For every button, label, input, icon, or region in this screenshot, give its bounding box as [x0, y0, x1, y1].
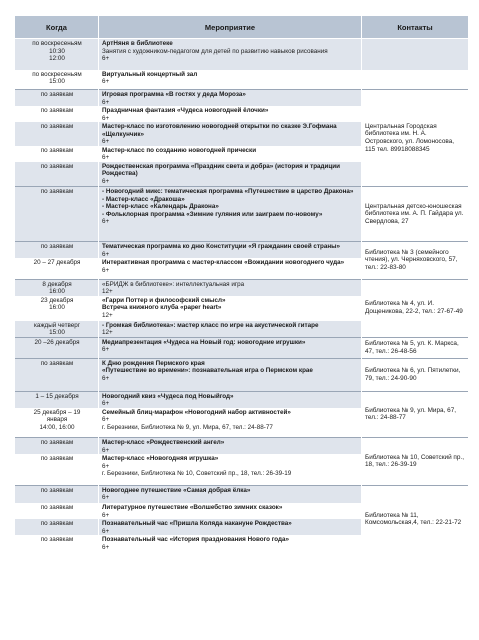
when-line: по заявкам: [40, 520, 74, 527]
event-detail: 12+: [102, 288, 113, 295]
event-title: Встреча книжного клуба «paper heart»: [102, 304, 222, 311]
schedule-body: [15, 39, 469, 554]
header-contacts: Контакты: [362, 16, 469, 39]
event-detail: 6+: [102, 98, 110, 106]
when-cell: [15, 70, 99, 90]
contact-cell: Библиотека № 5, ул. К. Маркса, 47, тел.: 26-48-56: [362, 337, 469, 358]
event-cell: [99, 408, 362, 438]
when-line: по заявкам: [40, 359, 74, 367]
event-title: Новогоднее путешествие «Самая добрая ёлка»: [102, 486, 251, 494]
event-detail: 6+: [102, 494, 110, 501]
contact-cell: Библиотека № 6, ул. Пятилетки, 79, тел.: 24-90-90: [362, 358, 469, 391]
event-title: Виртуальный концертный зал: [102, 70, 198, 78]
when-cell: [15, 242, 99, 259]
event-detail: 12+: [102, 311, 113, 319]
event-detail: 6+: [102, 346, 110, 353]
event-detail: г. Березники, Библиотека № 10, Советский пр., 18, тел.: 26-39-19: [102, 470, 292, 477]
table-row: [15, 70, 469, 90]
when-line: по заявкам: [40, 91, 74, 98]
when-cell: [15, 146, 99, 162]
event-cell: [99, 296, 362, 321]
event-detail: 6+: [102, 177, 110, 185]
event-cell: [99, 535, 362, 553]
when-cell: [15, 519, 99, 535]
event-detail: 12+: [102, 329, 113, 336]
event-title: Медиапрезентация «Чудеса на Новый год: новогодние игрушки»: [102, 338, 306, 346]
event-detail: «БРИДЖ в библиотеке»: интеллектуальная игра: [102, 280, 245, 288]
contact-cell: Центральная детско-юношеская библиотека им. А. П. Гайдара ул. Свердлова, 27: [362, 187, 469, 242]
event-cell: [99, 258, 362, 279]
when-cell: [15, 438, 99, 455]
event-title: Литературное путешествие «Волшебство зимних сказок»: [102, 504, 283, 511]
event-cell: [99, 242, 362, 259]
when-cell: [15, 122, 99, 146]
event-cell: [99, 503, 362, 519]
event-cell: [99, 146, 362, 162]
when-line: по заявкам: [40, 536, 74, 543]
when-line: 8 декабря: [42, 280, 72, 288]
event-detail: 6+: [102, 446, 110, 454]
contact-cell: Библиотека № 11, Комсомольская,4, тел.: 22-21-72: [362, 485, 469, 553]
when-cell: [15, 162, 99, 187]
when-line: по воскресеньям: [32, 70, 82, 78]
event-cell: [99, 187, 362, 242]
event-cell: [99, 279, 362, 296]
when-line: 23 декабря: [40, 296, 74, 304]
header-event: Мероприятие: [99, 16, 362, 39]
table-row: [15, 242, 469, 259]
event-title: Мастер-класс «Рождественский ангел»: [102, 439, 225, 446]
event-cell: [99, 485, 362, 503]
when-line: 15:00: [49, 78, 65, 85]
event-detail: 6+: [102, 55, 110, 62]
when-cell: [15, 454, 99, 485]
event-title: Праздничная фантазия «Чудеса новогодней ёлочки»: [102, 107, 269, 114]
when-line: 25 декабря – 19: [33, 408, 81, 416]
when-line: по заявкам: [40, 439, 74, 446]
when-cell: [15, 391, 99, 408]
event-detail: 6+: [102, 527, 110, 535]
event-title: - Мастер-класс «Дракоша»: [102, 195, 185, 203]
header-when: Когда: [15, 16, 99, 39]
contact-cell-empty: [362, 70, 469, 90]
when-line: по заявкам: [40, 146, 74, 154]
event-title: Мастер-класс «Новогодняя игрушка»: [102, 455, 219, 462]
when-line: 14:00, 16:00: [39, 423, 75, 431]
contact-cell: Библиотека № 4, ул. И. Дощеникова, 22-2, тел.: 27-67-49: [362, 279, 469, 337]
when-cell: [15, 296, 99, 321]
when-line: 20 – 27 декабря: [33, 259, 81, 266]
event-cell: [99, 321, 362, 338]
event-title: Мастер-класс по изготовлению новогодней открытки по сказке Э.Гофмана «Щелкунчик»: [102, 123, 337, 138]
table-row: [15, 279, 469, 296]
event-detail: 6+: [102, 374, 110, 382]
when-line: 16:00: [49, 304, 65, 311]
event-cell: [99, 391, 362, 408]
when-cell: [15, 535, 99, 553]
when-cell: [15, 106, 99, 122]
when-line: по заявкам: [40, 486, 74, 494]
event-detail: 6+: [102, 114, 110, 122]
event-cell: [99, 39, 362, 70]
event-title: Познавательный час «Пришла Коляда накануне Рождества»: [102, 520, 292, 527]
table-row: [15, 358, 469, 391]
event-title: Познавательный час «История празднования Нового года»: [102, 536, 290, 543]
event-title: «Путешествие во времени»: познавательная игра о Пермском крае: [102, 367, 313, 374]
event-title: - Фольклорная программа «Зимние гуляния или заиграем по-новому»: [102, 210, 323, 218]
contact-cell: Библиотека № 10, Советский пр., 18, тел.: 26-39-19: [362, 438, 469, 486]
event-schedule-sheet: [14, 15, 468, 629]
table-row: [15, 39, 469, 70]
when-line: 1 – 15 декабря: [35, 392, 79, 400]
table-row: [15, 438, 469, 455]
when-cell: [15, 187, 99, 242]
event-detail: 6+: [102, 511, 110, 519]
when-line: по заявкам: [40, 188, 74, 195]
when-cell: [15, 337, 99, 358]
event-detail: 6+: [102, 266, 110, 274]
event-title: - Новогодний микс: тематическая программа «Путешествие в царство Дракона»: [102, 188, 354, 195]
when-line: по заявкам: [40, 123, 74, 130]
event-title: Новогодний квиз «Чудеса под Новыйгод»: [102, 392, 234, 400]
when-line: по заявкам: [40, 504, 74, 511]
when-line: по заявкам: [40, 107, 74, 114]
event-cell: [99, 358, 362, 391]
event-cell: [99, 454, 362, 485]
table-row: [15, 485, 469, 503]
when-line: 15:00: [49, 329, 65, 336]
event-cell: [99, 438, 362, 455]
table-row: [15, 391, 469, 408]
event-schedule-table: [14, 15, 469, 553]
event-detail: Занятия с художником-педагогом для детей по развитию навыков рисования: [102, 47, 328, 55]
event-cell: [99, 162, 362, 187]
event-detail: 6+: [102, 138, 110, 145]
event-detail: 6+: [102, 78, 110, 85]
event-title: - Громкая библиотека»: мастер класс по игре на акустической гитаре: [102, 321, 319, 329]
event-detail: г. Березники, Библиотека № 9, ул. Мира, 67, тел.: 24-88-77: [102, 423, 273, 431]
event-detail: 6+: [102, 400, 110, 407]
when-line: по заявкам: [40, 455, 74, 462]
table-row: [15, 337, 469, 358]
when-cell: [15, 503, 99, 519]
contact-cell: Библиотека № 9, ул. Мира, 67, тел.: 24-88-77: [362, 391, 469, 438]
table-row: [15, 187, 469, 242]
when-cell: [15, 90, 99, 107]
when-line: 12:00: [49, 55, 65, 62]
event-detail: 6+: [102, 416, 110, 423]
when-cell: [15, 485, 99, 503]
event-detail: 6+: [102, 250, 110, 258]
event-cell: [99, 70, 362, 90]
event-title: К Дню рождения Пермского края: [102, 359, 205, 367]
event-title: Тематическая программа ко дню Конституции «Я гражданин своей страны»: [102, 243, 341, 250]
when-line: января: [46, 416, 68, 423]
when-line: 16:00: [49, 288, 65, 295]
when-cell: [15, 358, 99, 391]
event-title: - Мастер-класс «Календарь Дракона»: [102, 203, 219, 210]
header-row: [15, 16, 469, 39]
when-line: по заявкам: [40, 243, 74, 250]
event-title: Игровая программа «В гостях у деда Мороза»: [102, 91, 246, 98]
when-line: каждый четверг: [33, 321, 81, 329]
when-line: 20 –26 декабря: [34, 338, 80, 346]
event-title: АртНяня в библиотеке: [102, 40, 173, 47]
event-cell: [99, 106, 362, 122]
contact-cell-empty: [362, 39, 469, 70]
table-row: [15, 90, 469, 107]
event-cell: [99, 337, 362, 358]
event-title: «Гарри Поттер и философский смысл»: [102, 296, 226, 304]
event-title: Семейный блиц-марафон «Новогодний набор активностей»: [102, 408, 291, 416]
when-cell: [15, 39, 99, 70]
event-detail: 6+: [102, 462, 110, 470]
event-cell: [99, 90, 362, 107]
when-line: по заявкам: [40, 162, 74, 170]
when-line: 10:30: [49, 47, 65, 55]
event-title: Рождественская программа «Праздник света и добра» (история и традиции Рождества): [102, 162, 341, 177]
event-cell: [99, 122, 362, 146]
contact-cell: Центральная Городская библиотека им. Н. А. Островского, ул. Ломоносова, 115 тел. 89918088345: [362, 90, 469, 187]
contact-cell: Библиотека № 3 (семейного чтения), ул. Черняховского, 57, тел.: 22-83-80: [362, 242, 469, 280]
event-title: Мастер-класс по созданию новогодней прически: [102, 146, 257, 154]
when-cell: [15, 408, 99, 438]
when-cell: [15, 279, 99, 296]
when-cell: [15, 258, 99, 279]
event-detail: 6+: [102, 218, 110, 225]
event-cell: [99, 519, 362, 535]
event-title: Интерактивная программа с мастер-классом «Вожидании новогоднего чуда»: [102, 259, 345, 266]
event-detail: 6+: [102, 154, 110, 161]
when-line: по воскресеньям: [32, 40, 82, 47]
event-detail: 6+: [102, 543, 110, 551]
when-cell: [15, 321, 99, 338]
